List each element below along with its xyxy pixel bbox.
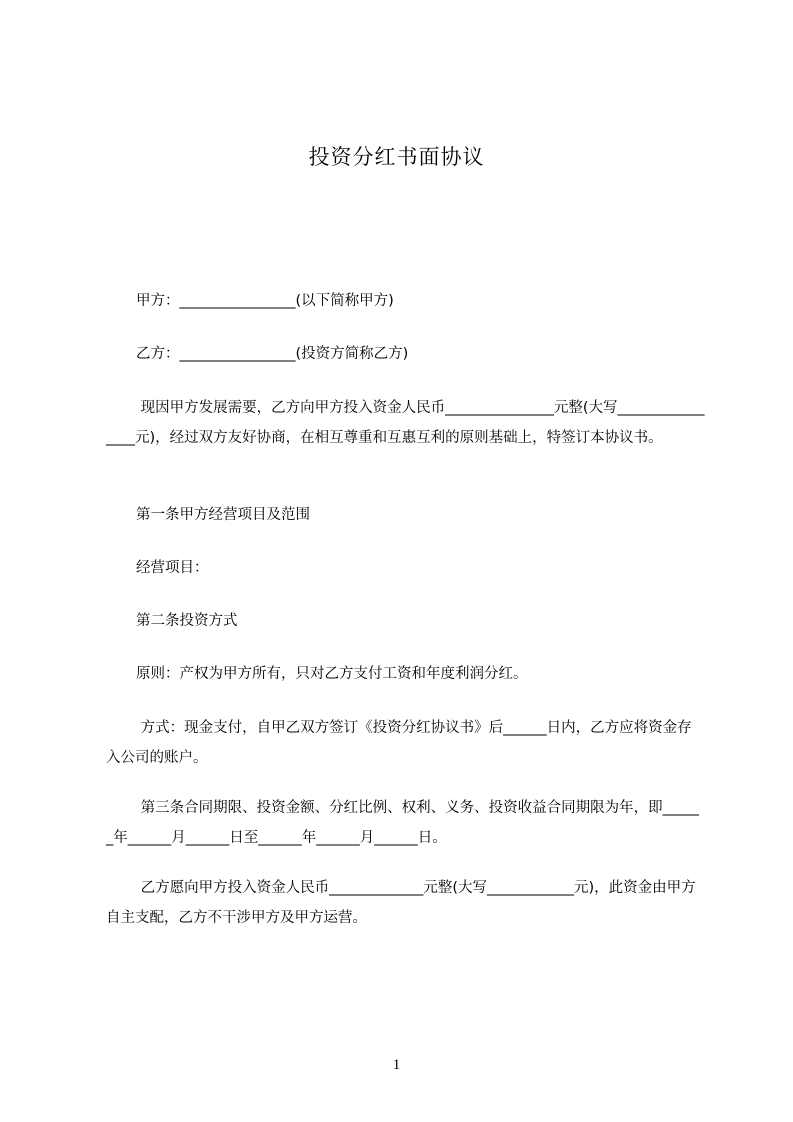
investment-amount-paragraph: 乙方愿向甲方投入资金人民币_____________元整(大写____________元)，此资金由甲方自主支配，乙方不干涉甲方及甲方运营。 <box>106 880 696 926</box>
article-two-heading: 第二条投资方式 <box>136 613 238 629</box>
principle-paragraph: 原则：产权为甲方所有，只对乙方支付工资和年度利润分红。 <box>136 666 528 682</box>
page-number: 1 <box>392 1057 401 1073</box>
party-b-line: 乙方：________________(投资方简称乙方) <box>136 346 409 362</box>
preamble-paragraph: 现因甲方发展需要，乙方向甲方投入资金人民币_______________元整(大写________________元)，经过双方友好协商，在相互尊重和互惠互利的原则基础上，特签订本协议书。 <box>106 400 705 446</box>
party-a-line: 甲方：________________(以下简称甲方) <box>136 293 394 309</box>
document-title: 投资分红书面协议 <box>308 145 485 169</box>
article-one-heading: 第一条甲方经营项目及范围 <box>136 507 310 523</box>
method-paragraph: 方式：现金支付，自甲乙双方签订《投资分红协议书》后______日内，乙方应将资金存入公司的账户。 <box>106 720 692 766</box>
business-items-line: 经营项目： <box>136 560 209 576</box>
article-three-paragraph: 第三条合同期限、投资金额、分红比例、权利、义务、投资收益合同期限为年，即______年______月______日至______年______月______日。 <box>106 800 699 846</box>
